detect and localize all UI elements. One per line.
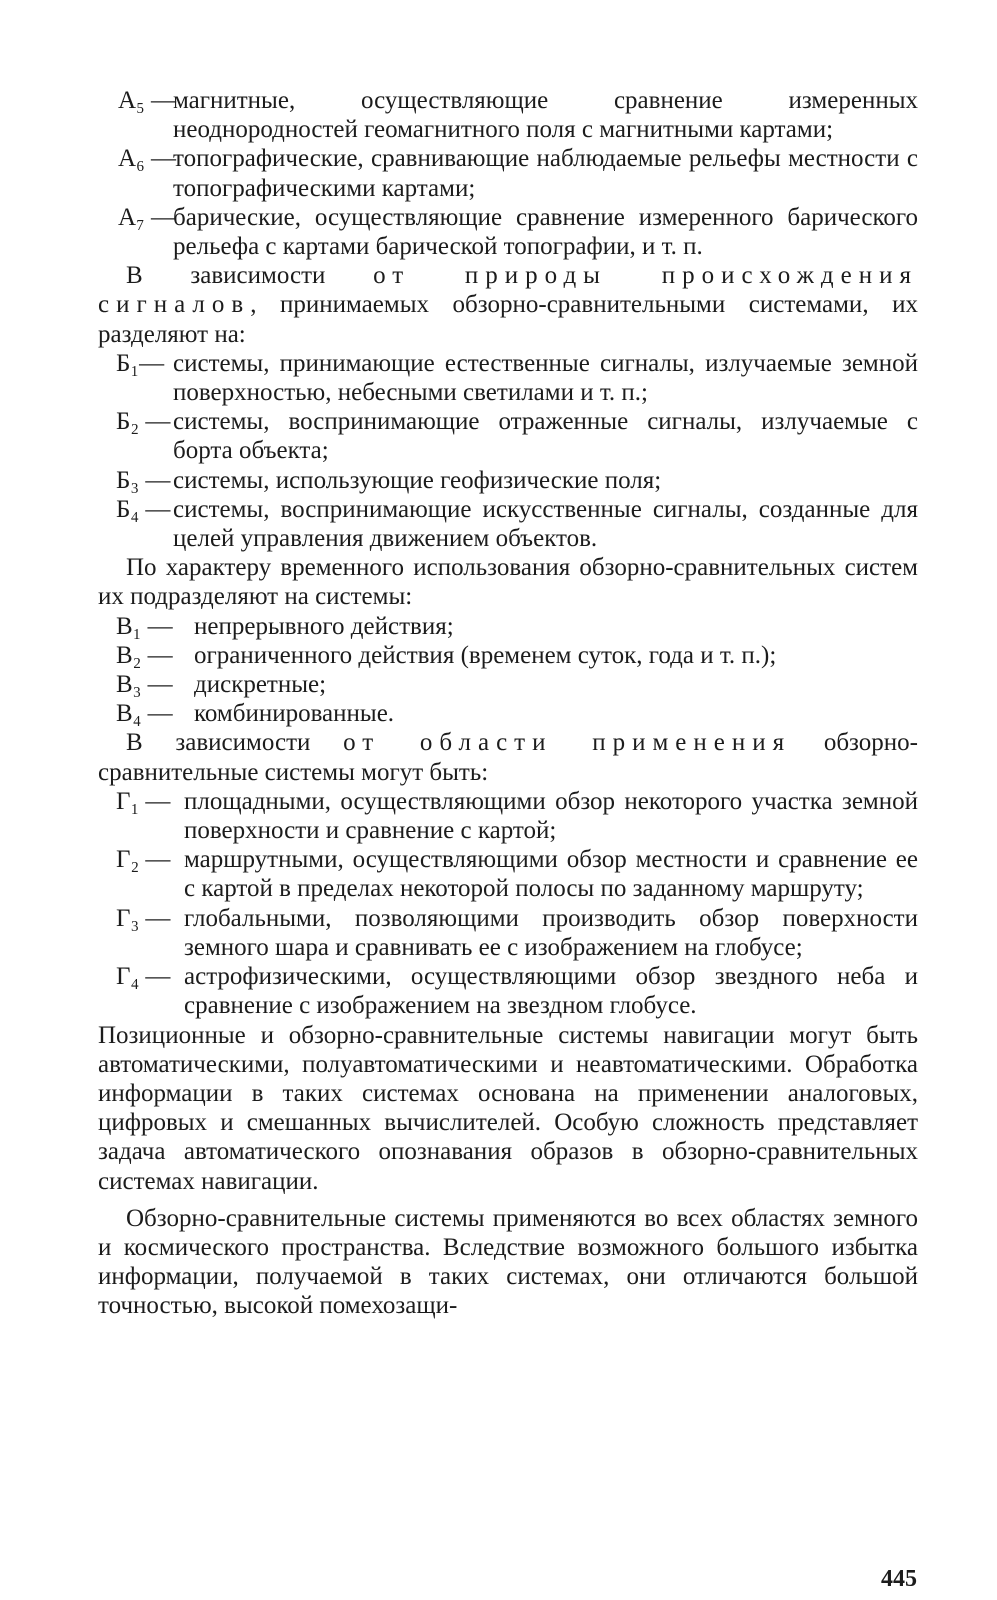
item-text: глобальными, позволяющими производить обзор поверхности земного шара и сравнивать ее с изображением на глобусе; [184, 904, 918, 961]
list-item-g2 [98, 845, 918, 903]
paragraph-origin-pre: В зависимости [126, 262, 374, 290]
item-text: маршрутными, осуществляющими обзор местности и сравнение ее с картой в пределах некоторой полосы по заданному маршруту; [184, 846, 918, 903]
item-label: В₂ — [116, 641, 173, 669]
item-label: В₃ — [116, 671, 173, 699]
item-text: астрофизическими, осуществляющими обзор звездного неба и сравнение с изображением на звездном глобусе. [184, 963, 918, 1020]
list-item-g3 [98, 904, 918, 962]
list-v [98, 612, 918, 729]
list-b [98, 349, 918, 553]
item-label: Г₄ — [116, 963, 171, 991]
item-label: Г₃ — [116, 904, 171, 932]
list-item-v3 [98, 670, 918, 699]
list-item-a6 [98, 144, 918, 202]
list-item-a7 [98, 203, 918, 261]
list-item-a5 [98, 86, 918, 144]
paragraph-application-emphasis: от области применения [343, 729, 792, 757]
item-label: Г₂ — [116, 846, 171, 874]
item-label: Б₄ — [116, 495, 171, 523]
list-item-b3 [98, 466, 918, 495]
item-text: комбинированные. [194, 700, 395, 728]
item-label: A₆ — [118, 145, 177, 173]
paragraph-application [98, 728, 918, 786]
list-item-v4 [98, 699, 918, 728]
item-text: площадными, осуществляющими обзор некоторого участка земной поверхности и сравнение с картой; [184, 787, 918, 845]
paragraph-origin [98, 261, 918, 349]
list-item-v1 [98, 612, 918, 641]
item-label: Б₁— [116, 349, 165, 377]
item-text: барические, осуществляющие сравнение измеренного барического рельефа с картами барической топографии, и т. п. [173, 203, 918, 261]
item-text: непрерывного действия; [194, 612, 454, 640]
item-label: Б₃ — [116, 466, 171, 494]
list-item-b4 [98, 495, 918, 553]
item-label: Г₁ — [116, 787, 171, 815]
paragraph-application-pre: В зависимости [126, 729, 344, 757]
list-item-b2 [98, 407, 918, 465]
paragraph-automation: Позиционные и обзорно-сравнительные системы навигации могут быть автоматическими, полуавтоматическими и неавтоматическими. Обработка информации в таких системах основана на применении аналоговых, цифровых и смешанных вычислителей. Особую сложность представляет задача автоматического опознавания образов в обзорно-сравнительных системах навигации. [98, 1021, 918, 1195]
item-label: В₄ — [116, 700, 173, 728]
item-text: системы, воспринимающие искусственные сигналы, созданные для целей управления движением объектов. [173, 495, 918, 553]
page-number: 445 [881, 1566, 917, 1592]
list-item-g1 [98, 787, 918, 845]
item-text: ограниченного действия (временем суток, года и т. п.); [194, 641, 777, 669]
item-label: A₅ — [118, 87, 177, 114]
list-g [98, 787, 918, 1021]
list-item-v2 [98, 641, 918, 670]
list-item-g4 [98, 962, 918, 1020]
text-column [98, 86, 918, 1321]
list-item-b1 [98, 349, 918, 407]
paragraph-application-post: обзорно-сравнительные системы могут быть: [98, 729, 918, 786]
paragraph-time-usage: По характеру временного использования обзорно-сравнительных систем их подразделяют на системы: [98, 554, 918, 611]
item-text: топографические, сравнивающие наблюдаемые рельефы местности с топографическими картами; [173, 145, 918, 202]
item-text: системы, воспринимающие отраженные сигналы, излучаемые с борта объекта; [173, 408, 918, 465]
item-text: системы, принимающие естественные сигналы, излучаемые земной поверхностью, небесными светилами и т. п.; [173, 349, 918, 407]
paragraph-origin-emphasis: от природы происхождения сигналов [98, 262, 918, 319]
paragraph-origin-post: , принимаемых обзорно-сравнительными системами, их разделяют на: [98, 291, 918, 348]
paragraph-application-areas: Обзорно-сравнительные системы применяются во всех областях земного и космического пространства. Вследствие возможного большого избытка информации, получаемой в таких системах, они отличаются большой точностью, высокой помехозащи- [98, 1204, 918, 1320]
item-text: магнитные, осуществляющие сравнение измеренных неоднородностей геомагнитного поля с магнитными картами; [173, 87, 918, 144]
list-a [98, 86, 918, 261]
item-label: A₇ — [118, 203, 177, 231]
item-label: Б₂ — [116, 408, 171, 436]
item-label: В₁ — [116, 612, 173, 640]
item-text: дискретные; [194, 671, 327, 699]
item-text: системы, использующие геофизические поля; [173, 466, 662, 494]
